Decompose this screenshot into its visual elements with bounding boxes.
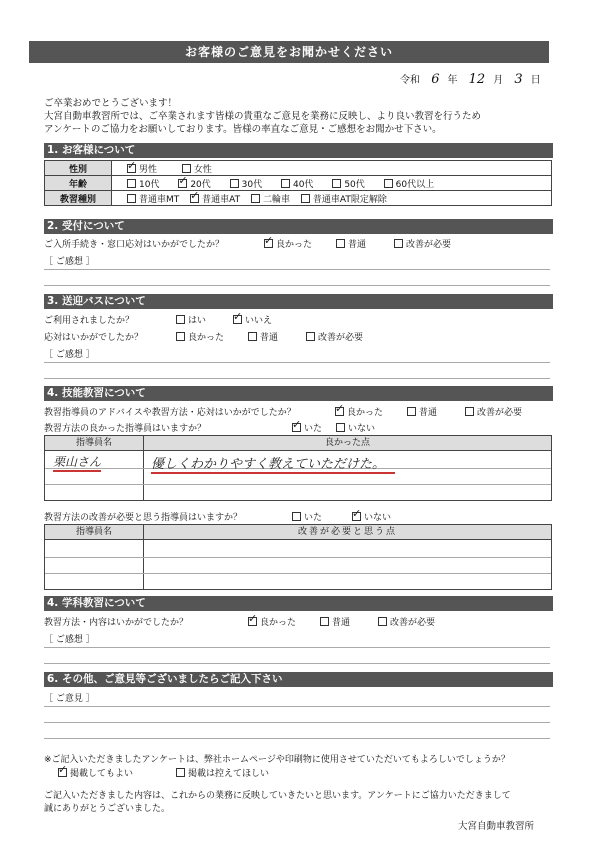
type-at-checkbox[interactable] [190, 194, 199, 203]
publish-question: ※ご記入いただきましたアンケートは、弊社ホームページや印刷物に使用させていただいてもよろしいでしょうか？ [44, 755, 510, 765]
day-value[interactable]: 3 [514, 72, 523, 87]
skill-good-checkbox[interactable] [335, 407, 344, 416]
age-label: 年齢 [45, 176, 112, 191]
male-label: 男性 [139, 164, 158, 175]
opt-label: 掲載は控えてほしい [188, 769, 270, 779]
bad-instructor-question: 教習方法の改善が必要と思う指導員はいますか？ [44, 513, 243, 523]
reception-good-checkbox[interactable] [264, 239, 273, 248]
month-value[interactable]: 12 [468, 72, 486, 87]
age-50-checkbox[interactable] [332, 179, 341, 188]
organization-name: 大宮自動車教習所 [458, 821, 535, 832]
good-instructor-question: 教習方法の良かった指導員はいますか？ [44, 424, 207, 434]
handwritten-instructor-name[interactable]: 栗山さん [53, 453, 101, 472]
bad-instructor-table [44, 524, 552, 590]
divider [44, 362, 550, 363]
bus-good-checkbox[interactable] [176, 332, 185, 341]
opt-label: いた [304, 513, 323, 523]
bus-yes-checkbox[interactable] [176, 315, 185, 324]
age-label-40: 40代 [292, 179, 314, 190]
opt-label: 良かった [188, 333, 225, 343]
divider [44, 269, 550, 270]
col-instructor-name: 指導員名 [45, 525, 144, 539]
bus-service-question: 応対はいかがでしたか？ [44, 333, 144, 343]
bad-inst-no-checkbox[interactable] [352, 512, 361, 521]
divider [45, 557, 551, 558]
age-20-checkbox[interactable] [178, 179, 187, 188]
thanks-line-2: 誠にありがとうございました。 [44, 804, 171, 814]
age-label-60: 60代以上 [395, 179, 435, 190]
section-4-header: 4. 技能教習について [44, 386, 553, 401]
type-label-at: 普通車AT [202, 194, 241, 205]
month-unit: 月 [493, 75, 504, 86]
academic-improve-checkbox[interactable] [378, 617, 387, 626]
bus-improve-checkbox[interactable] [306, 332, 315, 341]
divider [44, 285, 550, 286]
type-label-moto: 二輪車 [262, 194, 290, 205]
type-label: 教習種別 [45, 191, 112, 206]
intro-line: ご卒業おめでとうございます！ [44, 98, 178, 109]
publish-ok-checkbox[interactable] [58, 768, 67, 777]
section-2-header: 2. 受付について [44, 219, 553, 234]
day-unit: 日 [530, 75, 541, 86]
divider [45, 573, 551, 574]
opt-label: 普通 [419, 408, 438, 418]
age-60-checkbox[interactable] [384, 179, 393, 188]
type-label-atlimit: 普通車AT限定解除 [312, 194, 387, 205]
male-checkbox[interactable] [127, 164, 136, 173]
bus-normal-checkbox[interactable] [248, 332, 257, 341]
reception-improve-checkbox[interactable] [394, 239, 403, 248]
section-1-header: 1. お客様について [44, 143, 553, 158]
divider [45, 484, 551, 485]
section-3-header: 3. 送迎バスについて [44, 294, 553, 309]
opt-label: 良かった [347, 408, 384, 418]
year-value[interactable]: 6 [431, 72, 440, 87]
bus-use-question: ご利用されましたか？ [44, 316, 135, 326]
academic-normal-checkbox[interactable] [320, 617, 329, 626]
good-instructor-table [44, 435, 552, 501]
bad-inst-yes-checkbox[interactable] [292, 512, 301, 521]
divider [44, 378, 550, 379]
divider [45, 450, 551, 451]
divider [44, 722, 550, 723]
opt-label: 普通 [332, 618, 351, 628]
gender-label: 性別 [45, 161, 112, 176]
intro-line: アンケートのご協力をお願いしております。皆様の率直なご意見・ご感想をお聞かせ下さい。 [44, 124, 442, 135]
col-good-points: 良かった点 [144, 436, 551, 450]
divider [44, 706, 550, 707]
thanks-line-1: ご記入いただきました内容は、これからの業務に反映していきたいと思います。アンケートにご協力いただきまして [44, 791, 511, 801]
col-improve-points: 改善が必要と思う点 [144, 525, 551, 539]
opt-label: いた [304, 424, 323, 434]
section-6-header: 6. その他、ご意見等ございましたらご記入下さい [44, 672, 553, 687]
skill-improve-checkbox[interactable] [465, 407, 474, 416]
customer-info-table [44, 160, 552, 206]
opt-label: 掲載してもよい [70, 769, 134, 779]
skill-question: 教習指導員のアドバイスや教習方法・応対はいかがでしたか？ [44, 408, 296, 418]
age-10-checkbox[interactable] [127, 179, 136, 188]
type-mt-checkbox[interactable] [127, 194, 136, 203]
good-inst-no-checkbox[interactable] [336, 423, 345, 432]
reception-impression-label: ［ ご感想 ］ [44, 257, 95, 267]
divider [45, 539, 551, 540]
divider [44, 738, 550, 739]
year-unit: 年 [447, 75, 458, 86]
opt-label: 改善が必要 [390, 618, 436, 628]
opt-label: 良かった [276, 240, 313, 250]
type-atlimit-checkbox[interactable] [301, 194, 310, 203]
opt-label: はい [188, 316, 207, 326]
type-moto-checkbox[interactable] [251, 194, 260, 203]
opinion-label: ［ ご意見 ］ [44, 694, 95, 704]
opt-label: 改善が必要 [406, 240, 452, 250]
skill-normal-checkbox[interactable] [407, 407, 416, 416]
age-label-10: 10代 [139, 179, 160, 190]
female-label: 女性 [193, 164, 212, 175]
age-40-checkbox[interactable] [281, 179, 290, 188]
academic-question: 教習方法・内容はいかがでしたか？ [44, 618, 189, 628]
intro-text [44, 97, 564, 136]
opt-label: 改善が必要 [318, 333, 364, 343]
opt-label: いいえ [245, 316, 273, 326]
divider [44, 647, 550, 648]
opt-label: 改善が必要 [477, 408, 523, 418]
form-title: お客様のご意見をお聞かせください [29, 41, 549, 63]
age-label-30: 30代 [241, 179, 263, 190]
age-30-checkbox[interactable] [230, 179, 239, 188]
opt-label: いない [348, 424, 376, 434]
publish-no-checkbox[interactable] [176, 768, 185, 777]
section-5-header: 4. 学科教習について [44, 596, 553, 611]
divider [44, 663, 550, 664]
academic-good-checkbox[interactable] [248, 617, 257, 626]
good-inst-yes-checkbox[interactable] [292, 423, 301, 432]
date-line [400, 71, 560, 87]
opt-label: 普通 [348, 240, 367, 250]
age-label-20: 20代 [190, 179, 211, 190]
age-options [112, 176, 552, 191]
academic-impression-label: ［ ご感想 ］ [44, 635, 95, 645]
type-options [112, 191, 552, 206]
bus-impression-label: ［ ご感想 ］ [44, 350, 95, 360]
intro-line: 大宮自動車教習所では、ご卒業されます皆様の貴重なご意見を業務に反映し、より良い教習を行うため [44, 111, 482, 122]
opt-label: いない [364, 513, 392, 523]
reception-normal-checkbox[interactable] [336, 239, 345, 248]
female-checkbox[interactable] [182, 164, 191, 173]
era-label: 令和 [400, 75, 420, 86]
handwritten-good-comment[interactable]: 優しくわかりやすく教えていただけた。 [151, 453, 395, 474]
opt-label: 良かった [260, 618, 297, 628]
type-label-mt: 普通車MT [139, 194, 180, 205]
col-instructor-name: 指導員名 [45, 436, 144, 450]
reception-question: ご入所手続き・窓口応対はいかがでしたか？ [44, 240, 225, 250]
bus-no-checkbox[interactable] [233, 315, 242, 324]
opt-label: 普通 [260, 333, 279, 343]
age-label-50: 50代 [344, 179, 365, 190]
